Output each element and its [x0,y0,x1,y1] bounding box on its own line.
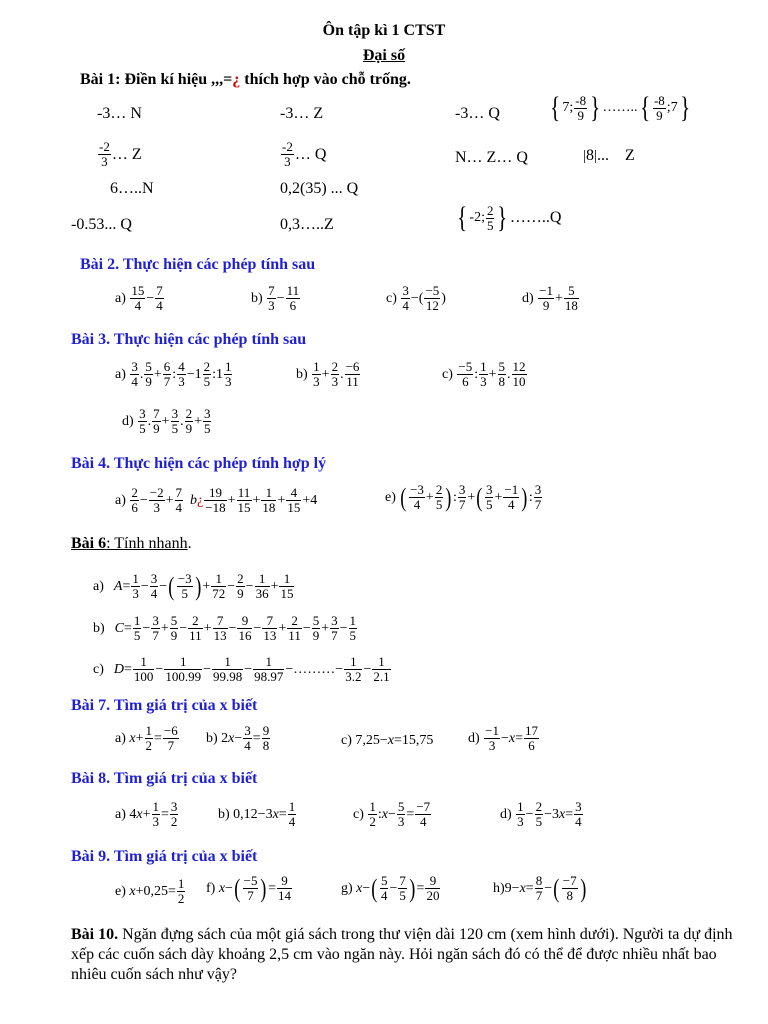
ex7-a: a) x+ $\frac{1}{2}$ = $\frac{-6}{7}$ [115,723,178,753]
ex7-c: c) 7,25−x=15,75 [341,733,434,748]
exercise-7-title: Bài 7. Tìm giá trị của x biết [71,697,258,714]
ex1-item-1: -3… N [97,105,142,122]
ex7-b: b) 2x− $\frac{3}{4}$ = $\frac{9}{8}$ [206,723,270,753]
ex8-c: c) $\frac{1}{2}$ :x− $\frac{5}{3}$ = $\frac{-7}{4}$ [353,799,431,829]
ex3-c: c) $\frac{-5}{6}$ : $\frac{1}{3}$ + $\frac{5}{8}$ . $\frac{12}{10}$ [442,359,526,389]
ex9-e: e) x+0,25= $\frac{1}{2}$ [115,876,185,906]
exercise-10-paragraph [71,925,751,985]
exercise-2-title: Bài 2. Thực hiện các phép tính sau [80,256,316,273]
exercise-9-title: Bài 9. Tìm giá trị của x biết [71,848,258,865]
ex1-item-6: $\frac{-2}{3}$ … Q [282,139,327,169]
exercise-4-title: Bài 4. Thực hiện các phép tính hợp lý [71,455,327,472]
ex6-b: b) C= $\frac{1}{5}$ − $\frac{3}{7}$ + $\frac{5}{9}$ − $\frac{2}{11}$ + $\frac{7}{13}$ − $\frac{9}{16}$ − $\frac{7}{13}$ + $\frac{2}{11}$ − $\frac{5}{9}$ + $\frac{3}{7}$ − $\frac{1}{5}$ [93,613,357,643]
exercise-6-title: Bài 6: Tính nhanh. [71,535,192,552]
ex4-e: e) ( $\frac{-3}{4}$ + $\frac{2}{5}$ ): $\frac{3}{7}$ +( $\frac{3}{5}$ + $\frac{-1}{4}$ ): $\frac{3}{7}$ [385,482,542,512]
section-subtitle: Đại số [362,47,406,64]
ex1-item-2: -3… Z [280,105,324,122]
ex3-d: d) $\frac{3}{5}$ . $\frac{7}{9}$ + $\frac{3}{5}$ . $\frac{2}{9}$ + $\frac{3}{5}$ [122,406,211,436]
exercise-3-title: Bài 3. Thực hiện các phép tính sau [71,331,307,348]
ex1-item-13: { -2; $\frac{2}{5}$ } ……..Q [457,201,562,234]
ex3-b: b) $\frac{1}{3}$ + $\frac{2}{3}$ . $\frac{-6}{11}$ [296,359,360,389]
ex8-b: b) 0,12−3x= $\frac{1}{4}$ [218,799,296,829]
ex1-item-3: -3… Q [455,105,500,122]
ex8-a: a) 4x+ $\frac{1}{3}$ = $\frac{3}{2}$ [115,799,178,829]
ex1-item-12: 0,3…..Z [280,216,334,233]
ex1-item-7: N… Z… Q [455,149,528,166]
ex8-d: d) $\frac{1}{3}$ − $\frac{2}{5}$ −3x= $\frac{3}{4}$ [500,799,582,829]
exercise-1-label: Bài 1: [80,71,121,88]
ex9-g: g) x−( $\frac{5}{4}$ − $\frac{7}{5}$ )= $\frac{9}{20}$ [341,873,440,903]
ex7-d: d) $\frac{-1}{3}$ −x= $\frac{17}{6}$ [468,723,539,753]
exercise-8-title: Bài 8. Tìm giá trị của x biết [71,770,258,787]
document-title: Ôn tập kì 1 CTST [322,22,446,39]
ex2-a: a) $\frac{15}{4}$ − $\frac{7}{4}$ [115,283,163,313]
ex1-item-10: 0,2(35) ... Q [280,180,359,197]
ex1-item-9: 6…..N [110,180,154,197]
ex2-b: b) $\frac{7}{3}$ − $\frac{11}{6}$ [251,283,300,313]
ex3-a: a) $\frac{3}{4}$ . $\frac{5}{9}$ + $\frac{6}{7}$ : $\frac{4}{3}$ −1 $\frac{2}{5}$ :1 $\frac{1}{3}$ [115,359,232,389]
exercise-10-text: Ngăn đựng sách của một giá sách trong thư viện dài 120 cm (xem hình dưới). Người ta dự định xếp các cuốn sách dày khoảng 2,5 cm vào ngăn này. Hỏi ngăn sách đó có thể để được nhiều nhất bao nhiêu cuốn sách như vậy? [71,926,733,983]
exercise-10-label: Bài 10. [71,926,119,943]
ex6-c: c) D= $\frac{1}{100}$ − $\frac{1}{100.99}$ − $\frac{1}{99.98}$ − $\frac{1}{98.97}$ −………− $\frac{1}{3.2}$ − $\frac{1}{2.1}$ [93,654,390,684]
ex1-item-5: $\frac{-2}{3}$ … Z [99,139,142,169]
ex1-item-8: |8|... Z [583,147,635,164]
ex9-h: h)9−x= $\frac{8}{7}$ −( $\frac{-7}{8}$ ) [493,873,586,903]
ex2-d: d) $\frac{-1}{9}$ + $\frac{5}{18}$ [522,283,578,313]
ex4-a: a) $\frac{2}{6}$ − $\frac{-2}{3}$ + $\frac{7}{4}$ b¿ $\frac{19}{-18}$ + $\frac{11}{15}$ + $\frac{1}{18}$ + $\frac{4}{15}$ +4 [115,485,318,515]
ex2-c: c) $\frac{3}{4}$ −( $\frac{-5}{12}$ ) [386,283,446,313]
ex1-item-4: { 7; $\frac{-8}{9}$ } ……..{ $\frac{-8}{9}$ ;7} [550,91,690,124]
ex1-item-11: -0.53... Q [71,216,132,233]
ex9-f: f) x−( $\frac{-5}{7}$ )= $\frac{9}{14}$ [206,873,292,903]
ex6-a: a) A= $\frac{1}{3}$ − $\frac{3}{4}$ −( $\frac{-3}{5}$ )+ $\frac{1}{72}$ − $\frac{2}{9}$ − $\frac{1}{36}$ + $\frac{1}{15}$ [93,571,294,601]
exercise-1-prompt: Bài 1: Điền kí hiệu ,,,=¿ thích hợp vào chỗ trống. [80,71,411,88]
